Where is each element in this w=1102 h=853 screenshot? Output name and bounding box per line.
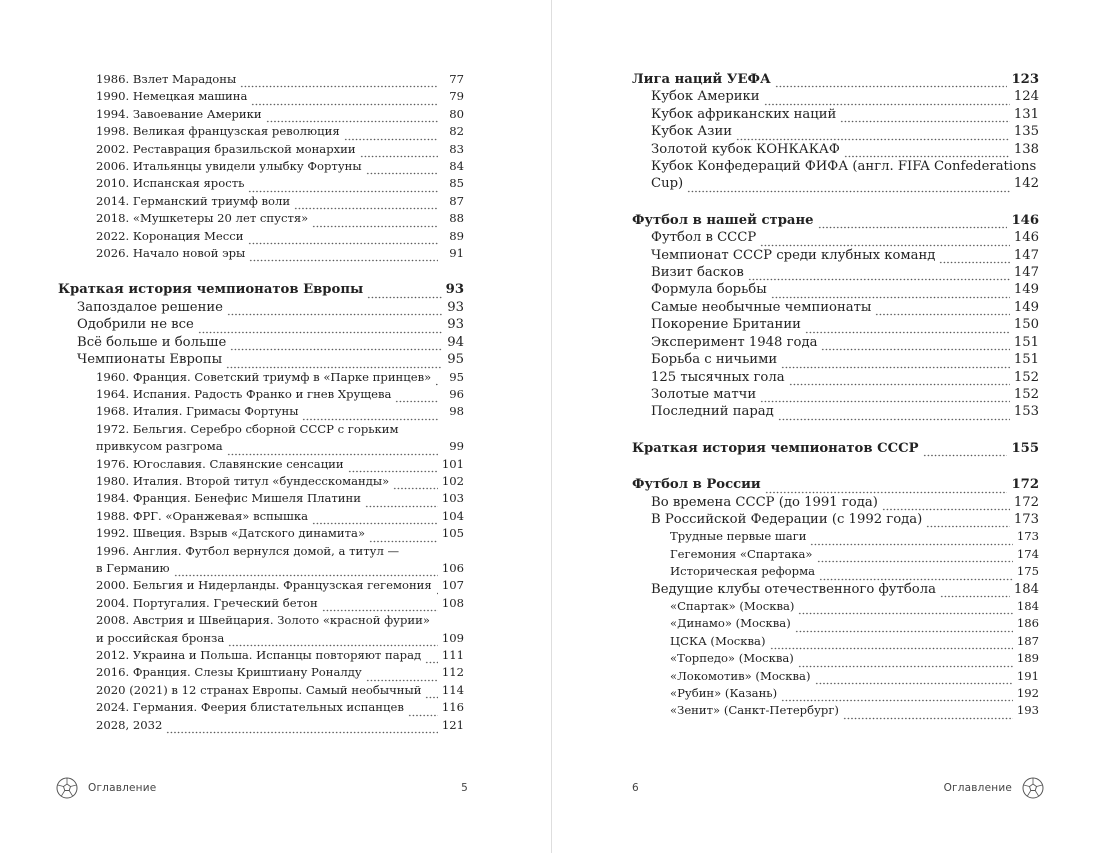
toc-entry-page-number: 192 bbox=[1016, 686, 1039, 700]
toc-entry-page-number: 155 bbox=[1011, 440, 1039, 456]
toc-entry-title: Золотой кубок КОНКАКАФ bbox=[651, 141, 840, 157]
dot-leader bbox=[198, 323, 442, 334]
toc-entry-page-number: 172 bbox=[1013, 494, 1039, 510]
toc-entry-page-number: 147 bbox=[1013, 247, 1039, 263]
toc-entry[interactable] bbox=[58, 508, 464, 525]
toc-entry[interactable] bbox=[632, 528, 1039, 545]
toc-entry[interactable] bbox=[632, 581, 1039, 598]
toc-entry-page-number: 138 bbox=[1013, 141, 1039, 157]
toc-entry-page-number: 112 bbox=[441, 665, 464, 680]
toc-entry[interactable] bbox=[632, 633, 1039, 650]
toc-entry-page-number: 95 bbox=[447, 352, 464, 368]
toc-entry[interactable] bbox=[632, 334, 1039, 351]
toc-entry-page-number: 172 bbox=[1011, 477, 1039, 493]
dot-leader bbox=[818, 218, 1008, 229]
toc-entry-title: 2002. Реставрация бразильской монархии bbox=[96, 141, 356, 156]
toc-entry-title: 1964. Испания. Радость Франко и гнев Хрущева bbox=[96, 386, 392, 401]
dot-leader bbox=[765, 483, 1008, 494]
toc-entry[interactable] bbox=[58, 351, 464, 368]
toc-entry[interactable] bbox=[58, 699, 464, 716]
toc-entry-title: 2014. Германский триумф воли bbox=[96, 193, 291, 208]
toc-entry-title: Чемпионаты Европы bbox=[77, 352, 223, 368]
toc-entry-page-number: 111 bbox=[441, 648, 464, 662]
toc-entry[interactable] bbox=[632, 88, 1039, 105]
dot-leader bbox=[687, 182, 1010, 193]
toc-entry-page-number: 184 bbox=[1013, 581, 1039, 597]
toc-entry-title: 125 тысячных гола bbox=[651, 369, 785, 385]
dot-leader bbox=[248, 234, 439, 245]
dot-leader bbox=[248, 182, 438, 193]
toc-entry-page-number: 109 bbox=[441, 630, 464, 645]
dot-leader bbox=[764, 95, 1010, 106]
toc-entry-page-number: 184 bbox=[1016, 598, 1039, 613]
toc-entry[interactable] bbox=[58, 210, 464, 227]
dot-leader bbox=[778, 410, 1010, 421]
toc-entry-title: Cup) bbox=[651, 176, 684, 192]
toc-entry-page-number: 80 bbox=[449, 106, 464, 121]
dot-leader bbox=[940, 587, 1010, 598]
dot-leader bbox=[760, 236, 1010, 247]
toc-entry[interactable] bbox=[632, 668, 1039, 685]
toc-entry-page-number: 102 bbox=[441, 473, 464, 488]
toc-entry-page-number: 151 bbox=[1013, 334, 1039, 350]
toc-entry-page-number: 106 bbox=[441, 560, 464, 575]
toc-entry-page-number: 150 bbox=[1013, 317, 1039, 333]
toc-entry[interactable] bbox=[58, 525, 464, 542]
toc-entry-title: 2018. «Мушкетеры 20 лет спустя» bbox=[96, 211, 309, 226]
toc-entry-page-number: 187 bbox=[1016, 633, 1039, 648]
toc-entry-title: 1994. Завоевание Америки bbox=[96, 106, 262, 121]
toc-entry-title: Золотые матчи bbox=[651, 386, 757, 402]
toc-entry-title: Эксперимент 1948 года bbox=[651, 334, 818, 350]
toc-entry-page-number: 114 bbox=[441, 682, 464, 697]
dot-leader bbox=[408, 706, 438, 717]
toc-entry-title: Визит басков bbox=[651, 265, 744, 281]
dot-leader bbox=[923, 446, 1008, 457]
toc-entry[interactable] bbox=[58, 369, 464, 386]
toc-entry-title: Всё больше и больше bbox=[77, 334, 227, 350]
toc-entry-title: «Торпедо» (Москва) bbox=[670, 651, 794, 666]
toc-entry-title: 1968. Италия. Гримасы Фортуны bbox=[96, 404, 299, 419]
toc-entry-title: 2016. Франция. Слезы Криштиану Роналду bbox=[96, 665, 362, 680]
dot-leader bbox=[810, 535, 1012, 546]
toc-entry-page-number: 193 bbox=[1016, 703, 1039, 718]
dot-leader bbox=[360, 147, 438, 158]
toc-entry-page-number: 173 bbox=[1016, 529, 1039, 544]
toc-entry-title: Ведущие клубы отечественного футбола bbox=[651, 581, 936, 597]
toc-entry-page-number: 85 bbox=[449, 176, 464, 191]
dot-leader bbox=[775, 77, 1008, 88]
footer-label: Оглавление bbox=[88, 782, 157, 794]
toc-entry-title: Кубок африканских наций bbox=[651, 106, 837, 122]
toc-entry-page-number: 93 bbox=[447, 317, 464, 333]
dot-leader bbox=[821, 340, 1009, 351]
table-of-contents-left bbox=[58, 71, 464, 734]
toc-entry[interactable] bbox=[632, 546, 1039, 563]
dot-leader bbox=[926, 517, 1010, 528]
toc-entry-title: Формула борьбы bbox=[651, 282, 767, 298]
toc-entry-title: 1976. Югославия. Славянские сенсации bbox=[96, 456, 344, 471]
toc-entry[interactable] bbox=[58, 123, 464, 140]
toc-entry-first-line bbox=[58, 612, 464, 629]
toc-entry-title: 2024. Германия. Феерия блистательных испанцев bbox=[96, 700, 404, 715]
toc-entry-title: Футбол в СССР bbox=[651, 230, 757, 246]
toc-entry-page-number: 149 bbox=[1013, 299, 1039, 315]
toc-entry-page-number: 82 bbox=[449, 124, 464, 139]
dot-leader bbox=[781, 691, 1013, 702]
dot-leader bbox=[840, 112, 1009, 123]
toc-entry[interactable] bbox=[632, 598, 1039, 615]
dot-leader bbox=[344, 130, 438, 141]
toc-entry-title: Кубок Америки bbox=[651, 89, 760, 105]
toc-entry[interactable] bbox=[632, 299, 1039, 316]
toc-entry[interactable] bbox=[58, 71, 464, 88]
dot-leader bbox=[365, 497, 438, 508]
table-of-contents-right bbox=[632, 71, 1039, 720]
toc-entry-page-number: 91 bbox=[449, 246, 464, 261]
toc-entry-page-number: 103 bbox=[441, 491, 464, 506]
toc-entry[interactable] bbox=[632, 563, 1039, 580]
toc-entry-title: «Спартак» (Москва) bbox=[670, 598, 795, 613]
dot-leader bbox=[844, 147, 1010, 158]
toc-entry-title: Гегемония «Спартака» bbox=[670, 546, 813, 561]
toc-entry-page-number: 79 bbox=[449, 89, 464, 104]
dot-leader bbox=[322, 601, 438, 612]
toc-entry-title: Во времена СССР (до 1991 года) bbox=[651, 494, 878, 510]
toc-entry-title: 2006. Итальянцы увидели улыбку Фортуны bbox=[96, 159, 362, 174]
dot-leader bbox=[227, 445, 438, 456]
dot-leader bbox=[166, 723, 437, 734]
toc-entry-title: Футбол в нашей стране bbox=[632, 212, 814, 228]
toc-entry[interactable] bbox=[632, 71, 1039, 88]
dot-leader bbox=[770, 639, 1013, 650]
toc-entry[interactable] bbox=[58, 106, 464, 123]
dot-leader bbox=[815, 674, 1013, 685]
toc-entry-page-number: 189 bbox=[1016, 651, 1039, 666]
toc-entry-page-number: 99 bbox=[449, 439, 464, 454]
toc-entry[interactable] bbox=[58, 438, 464, 455]
right-page bbox=[551, 0, 1102, 853]
dot-leader bbox=[795, 622, 1013, 633]
toc-entry-page-number: 131 bbox=[1013, 106, 1039, 122]
toc-entry-title: Футбол в России bbox=[632, 477, 761, 493]
dot-leader bbox=[882, 500, 1010, 511]
toc-entry[interactable] bbox=[58, 245, 464, 262]
toc-entry-first-line bbox=[58, 543, 464, 560]
dot-leader bbox=[312, 217, 438, 228]
toc-entry-title: Одобрили не все bbox=[77, 317, 194, 333]
toc-entry-title: и российская бронза bbox=[96, 630, 225, 645]
dot-leader bbox=[736, 130, 1010, 141]
toc-entry-page-number: 95 bbox=[449, 369, 464, 384]
toc-entry[interactable] bbox=[58, 334, 464, 351]
dot-leader bbox=[348, 462, 438, 473]
toc-entry[interactable] bbox=[58, 175, 464, 192]
dot-leader bbox=[367, 288, 441, 299]
toc-entry[interactable] bbox=[632, 386, 1039, 403]
toc-entry[interactable] bbox=[58, 228, 464, 245]
dot-leader bbox=[226, 358, 442, 369]
toc-entry-page-number: 96 bbox=[449, 386, 464, 401]
toc-entry-page-number: 101 bbox=[441, 456, 464, 471]
toc-entry-page-number: 77 bbox=[449, 72, 464, 86]
dot-leader bbox=[393, 479, 438, 490]
toc-entry[interactable] bbox=[632, 476, 1039, 493]
dot-leader bbox=[395, 392, 438, 403]
toc-entry[interactable] bbox=[58, 717, 464, 734]
toc-entry-page-number: 88 bbox=[449, 211, 464, 226]
page-number: 6 bbox=[632, 782, 639, 794]
toc-entry[interactable] bbox=[58, 595, 464, 612]
toc-entry-page-number: 173 bbox=[1013, 511, 1039, 527]
toc-entry[interactable] bbox=[632, 123, 1039, 140]
dot-leader bbox=[875, 305, 1009, 316]
dot-leader bbox=[817, 552, 1013, 563]
dot-leader bbox=[781, 358, 1010, 369]
dot-leader bbox=[798, 657, 1013, 668]
toc-entry-title: Краткая история чемпионатов Европы bbox=[58, 282, 364, 298]
toc-entry[interactable] bbox=[632, 403, 1039, 420]
toc-entry[interactable] bbox=[632, 702, 1039, 719]
dot-leader bbox=[805, 323, 1010, 334]
toc-entry[interactable] bbox=[58, 386, 464, 403]
toc-entry-page-number: 105 bbox=[441, 526, 464, 541]
dot-leader bbox=[174, 566, 438, 577]
toc-entry-page-number: 123 bbox=[1011, 72, 1039, 87]
dot-leader bbox=[228, 636, 438, 647]
toc-entry[interactable] bbox=[632, 369, 1039, 386]
toc-entry[interactable] bbox=[632, 281, 1039, 298]
dot-leader bbox=[939, 253, 1009, 264]
toc-entry-page-number: 175 bbox=[1016, 564, 1039, 579]
toc-entry-title: 2010. Испанская ярость bbox=[96, 176, 245, 191]
toc-entry-page-number: 87 bbox=[449, 193, 464, 208]
toc-entry-title: Самые необычные чемпионаты bbox=[651, 299, 872, 315]
toc-entry-page-number: 142 bbox=[1013, 176, 1039, 192]
toc-entry[interactable] bbox=[632, 175, 1039, 192]
page-footer bbox=[56, 777, 468, 799]
toc-entry-title: «Динамо» (Москва) bbox=[670, 616, 791, 631]
toc-entry-title: привкусом разгрома bbox=[96, 439, 223, 454]
dot-leader bbox=[366, 671, 438, 682]
toc-entry[interactable] bbox=[58, 158, 464, 175]
toc-entry-page-number: 149 bbox=[1013, 282, 1039, 298]
toc-entry[interactable] bbox=[58, 647, 464, 664]
toc-entry-page-number: 146 bbox=[1011, 212, 1039, 228]
dot-leader bbox=[302, 410, 438, 421]
toc-entry-first-line bbox=[58, 421, 464, 438]
toc-entry-page-number: 147 bbox=[1013, 265, 1039, 281]
toc-entry-page-number: 93 bbox=[447, 299, 464, 315]
toc-entry-title: 2022. Коронация Месси bbox=[96, 228, 244, 243]
toc-entry[interactable] bbox=[632, 494, 1039, 511]
toc-entry-title: «Рубин» (Казань) bbox=[670, 686, 778, 700]
dot-leader bbox=[369, 532, 438, 543]
toc-entry-page-number: 98 bbox=[449, 404, 464, 419]
toc-entry[interactable] bbox=[632, 106, 1039, 123]
toc-entry[interactable] bbox=[58, 281, 464, 298]
dot-leader bbox=[266, 112, 438, 123]
toc-entry-page-number: 83 bbox=[449, 141, 464, 156]
toc-entry-page-number: 186 bbox=[1016, 616, 1039, 631]
toc-entry-page-number: 152 bbox=[1013, 369, 1039, 385]
toc-entry-title: 2028, 2032 bbox=[96, 717, 163, 732]
toc-entry-title: «Локомотив» (Москва) bbox=[670, 668, 811, 683]
dot-leader bbox=[366, 164, 438, 175]
toc-entry-title: 1986. Взлет Марадоны bbox=[96, 72, 237, 86]
toc-entry-title: 1992. Швеция. Взрыв «Датского динамита» bbox=[96, 526, 366, 541]
toc-entry[interactable] bbox=[632, 247, 1039, 264]
dot-leader bbox=[312, 514, 438, 525]
toc-entry[interactable] bbox=[58, 560, 464, 577]
toc-entry[interactable] bbox=[58, 490, 464, 507]
dot-leader bbox=[251, 95, 438, 106]
toc-entry-page-number: 104 bbox=[441, 508, 464, 523]
toc-entry-title: Трудные первые шаги bbox=[670, 529, 807, 544]
dot-leader bbox=[748, 270, 1010, 281]
toc-entry-page-number: 116 bbox=[441, 700, 464, 715]
toc-entry-page-number: 152 bbox=[1013, 386, 1039, 402]
dot-leader bbox=[436, 584, 438, 595]
dot-leader bbox=[227, 305, 442, 316]
toc-entry-title: 1990. Немецкая машина bbox=[96, 89, 248, 104]
toc-entry[interactable] bbox=[58, 577, 464, 594]
toc-entry-page-number: 151 bbox=[1013, 352, 1039, 368]
toc-entry-title: Последний парад bbox=[651, 404, 774, 420]
toc-entry-title: Чемпионат СССР среди клубных команд bbox=[651, 247, 936, 263]
toc-entry[interactable] bbox=[632, 229, 1039, 246]
toc-entry-page-number: 153 bbox=[1013, 404, 1039, 420]
toc-entry-title: В Российской Федерации (с 1992 года) bbox=[651, 511, 923, 527]
toc-entry-page-number: 124 bbox=[1013, 89, 1039, 105]
dot-leader bbox=[425, 653, 438, 664]
toc-entry-title: Краткая история чемпионатов СССР bbox=[632, 440, 919, 456]
toc-entry-first-line bbox=[632, 158, 1039, 175]
toc-entry-page-number: 121 bbox=[441, 717, 464, 732]
toc-entry[interactable] bbox=[58, 456, 464, 473]
dot-leader bbox=[760, 392, 1010, 403]
toc-entry[interactable] bbox=[632, 264, 1039, 281]
toc-entry[interactable] bbox=[58, 682, 464, 699]
toc-entry[interactable] bbox=[632, 440, 1039, 457]
toc-entry-title: в Германию bbox=[96, 560, 170, 575]
toc-entry[interactable] bbox=[58, 193, 464, 210]
toc-entry[interactable] bbox=[58, 473, 464, 490]
page-footer bbox=[632, 777, 1044, 799]
toc-entry-title: Историческая реформа bbox=[670, 564, 816, 579]
toc-entry-title: 2004. Португалия. Греческий бетон bbox=[96, 595, 318, 610]
toc-entry[interactable] bbox=[632, 141, 1039, 158]
toc-entry-title: Кубок Азии bbox=[651, 124, 733, 140]
dot-leader bbox=[843, 709, 1013, 720]
toc-entry[interactable] bbox=[632, 351, 1039, 368]
page-number: 5 bbox=[461, 782, 468, 794]
dot-leader bbox=[798, 604, 1012, 615]
toc-entry[interactable] bbox=[58, 316, 464, 333]
toc-entry[interactable] bbox=[58, 664, 464, 681]
toc-entry-title: 1980. Италия. Второй титул «бундесcкоманды» bbox=[96, 473, 390, 488]
toc-entry-page-number: 89 bbox=[449, 228, 464, 243]
toc-entry-title: ЦСКА (Москва) bbox=[670, 633, 766, 648]
dot-leader bbox=[789, 375, 1010, 386]
toc-entry[interactable] bbox=[632, 685, 1039, 702]
toc-entry-page-number: 93 bbox=[445, 282, 464, 298]
toc-entry[interactable] bbox=[58, 630, 464, 647]
soccer-ball-icon bbox=[1022, 777, 1044, 799]
toc-entry-page-number: 191 bbox=[1016, 668, 1039, 683]
toc-entry-title-line: Кубок Конфедераций ФИФА (англ. FIFA Confederations bbox=[651, 159, 1037, 175]
toc-entry-title: 2026. Начало новой эры bbox=[96, 246, 246, 261]
toc-entry-title: «Зенит» (Санкт-Петербург) bbox=[670, 703, 839, 718]
dot-leader bbox=[294, 199, 438, 210]
toc-entry[interactable] bbox=[58, 88, 464, 105]
toc-entry-title: Борьба с ничьими bbox=[651, 352, 778, 368]
toc-entry[interactable] bbox=[632, 511, 1039, 528]
toc-entry[interactable] bbox=[632, 650, 1039, 667]
dot-leader bbox=[240, 77, 438, 88]
toc-entry-title: 2012. Украина и Польша. Испанцы повторяют парад bbox=[96, 648, 422, 662]
toc-entry-page-number: 146 bbox=[1013, 230, 1039, 246]
toc-entry[interactable] bbox=[58, 141, 464, 158]
toc-entry-title: 2020 (2021) в 12 странах Европы. Самый необычный bbox=[96, 682, 422, 697]
toc-entry-page-number: 84 bbox=[449, 159, 464, 174]
dot-leader bbox=[819, 570, 1013, 581]
toc-entry[interactable] bbox=[58, 299, 464, 316]
toc-entry-title: Запоздалое решение bbox=[77, 299, 223, 315]
dot-leader bbox=[230, 340, 442, 351]
toc-entry-title-line: 1996. Англия. Футбол вернулся домой, а титул — bbox=[96, 543, 400, 558]
footer-label: Оглавление bbox=[943, 782, 1012, 794]
toc-entry[interactable] bbox=[632, 212, 1039, 229]
toc-entry-title: Лига наций УЕФА bbox=[632, 72, 771, 87]
soccer-ball-icon bbox=[56, 777, 78, 799]
toc-entry-page-number: 108 bbox=[441, 595, 464, 610]
toc-entry-title: 1984. Франция. Бенефис Мишеля Платини bbox=[96, 491, 361, 506]
toc-entry-page-number: 94 bbox=[447, 334, 464, 350]
toc-entry-title: 1960. Франция. Советский триумф в «Парке принцев» bbox=[96, 369, 432, 384]
toc-entry-title: 2000. Бельгия и Нидерланды. Французская гегемония bbox=[96, 578, 432, 593]
toc-entry-page-number: 174 bbox=[1016, 546, 1039, 561]
toc-entry-title: 1988. ФРГ. «Оранжевая» вспышка bbox=[96, 508, 308, 523]
toc-entry[interactable] bbox=[632, 316, 1039, 333]
toc-entry[interactable] bbox=[632, 615, 1039, 632]
toc-entry-page-number: 135 bbox=[1013, 124, 1039, 140]
dot-leader bbox=[435, 375, 438, 386]
toc-entry[interactable] bbox=[58, 403, 464, 420]
dot-leader bbox=[771, 288, 1010, 299]
toc-entry-title-line: 1972. Бельгия. Серебро сборной СССР с горьким bbox=[96, 421, 399, 436]
toc-entry-title-line: 2008. Австрия и Швейцария. Золото «красной фурии» bbox=[96, 613, 430, 628]
dot-leader bbox=[249, 251, 438, 262]
toc-entry-title: 1998. Великая французская революция bbox=[96, 124, 340, 139]
dot-leader bbox=[425, 688, 437, 699]
toc-entry-page-number: 107 bbox=[441, 578, 464, 593]
toc-entry-title: Покорение Британии bbox=[651, 317, 801, 333]
